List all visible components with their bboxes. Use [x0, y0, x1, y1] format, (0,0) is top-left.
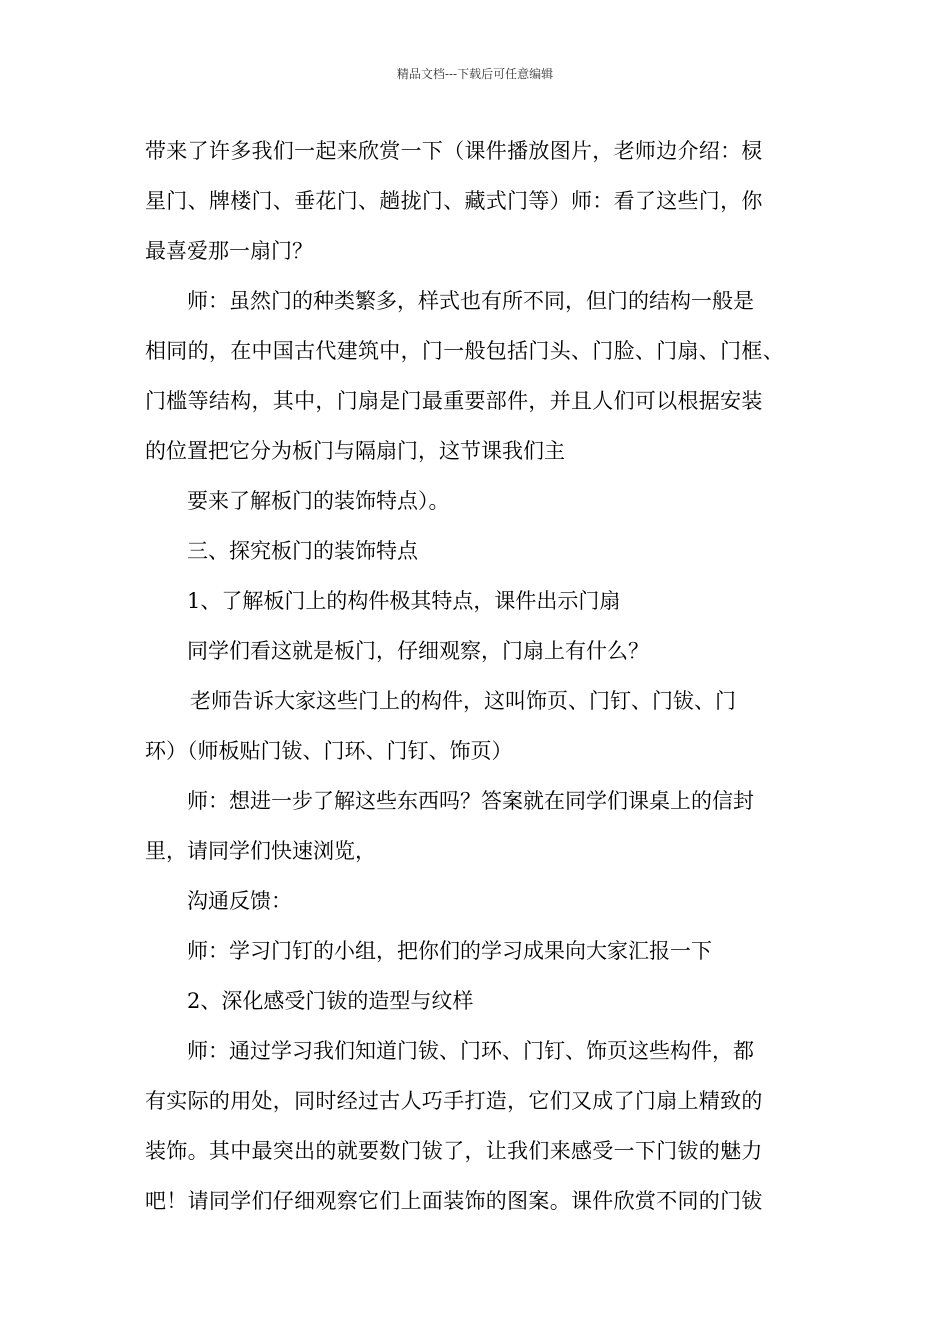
paragraph-line: 要来了解板门的装饰特点）。: [187, 489, 450, 513]
paragraph-line: 星门、牌楼门、垂花门、趟拢门、藏式门等）师：看了这些门，你: [145, 189, 763, 213]
paragraph-line: 的位置把它分为板门与隔扇门，这节课我们主: [145, 439, 565, 463]
paragraph-line: 环）（师板贴门钹、门环、门钉、饰页）: [145, 739, 513, 763]
paragraph-line: 沟通反馈：: [187, 889, 292, 913]
page-header: 精品文档---下载后可任意编辑: [396, 67, 554, 81]
paragraph-line: 里，请同学们快速浏览，: [145, 839, 376, 863]
subsection-heading: 2、深化感受门钹的造型与纹样: [187, 989, 474, 1013]
paragraph-line: 装饰。其中最突出的就要数门钹了，让我们来感受一下门钹的魅力: [145, 1139, 763, 1163]
section-heading: 三、探究板门的装饰特点: [187, 539, 418, 563]
paragraph-line: 师：虽然门的种类繁多，样式也有所不同，但门的结构一般是: [187, 289, 754, 313]
paragraph-line: 师：想进一步了解这些东西吗？答案就在同学们课桌上的信封: [187, 789, 754, 813]
paragraph-line: 吧！请同学们仔细观察它们上面装饰的图案。课件欣赏不同的门钹: [145, 1189, 763, 1213]
paragraph-line: 有实际的用处，同时经过古人巧手打造，它们又成了门扇上精致的: [145, 1089, 763, 1113]
paragraph-line: 相同的，在中国古代建筑中，门一般包括门头、门脸、门扇、门框、: [145, 339, 784, 363]
paragraph-line: 老师告诉大家这些门上的构件，这叫饰页、门钉、门钹、门: [190, 689, 736, 713]
paragraph-line: 同学们看这就是板门，仔细观察，门扇上有什么？: [187, 639, 649, 663]
paragraph-line: 师：通过学习我们知道门钹、门环、门钉、饰页这些构件，都: [187, 1039, 754, 1063]
paragraph-line: 带来了许多我们一起来欣赏一下（课件播放图片，老师边介绍：棂: [145, 139, 763, 163]
paragraph-line: 最喜爱那一扇门？: [145, 239, 313, 263]
paragraph-line: 门槛等结构，其中，门扇是门最重要部件，并且人们可以根据安装: [145, 389, 763, 413]
subsection-heading: 1、了解板门上的构件极其特点，课件出示门扇: [187, 589, 621, 613]
paragraph-line: 师：学习门钉的小组，把你们的学习成果向大家汇报一下: [187, 939, 712, 963]
